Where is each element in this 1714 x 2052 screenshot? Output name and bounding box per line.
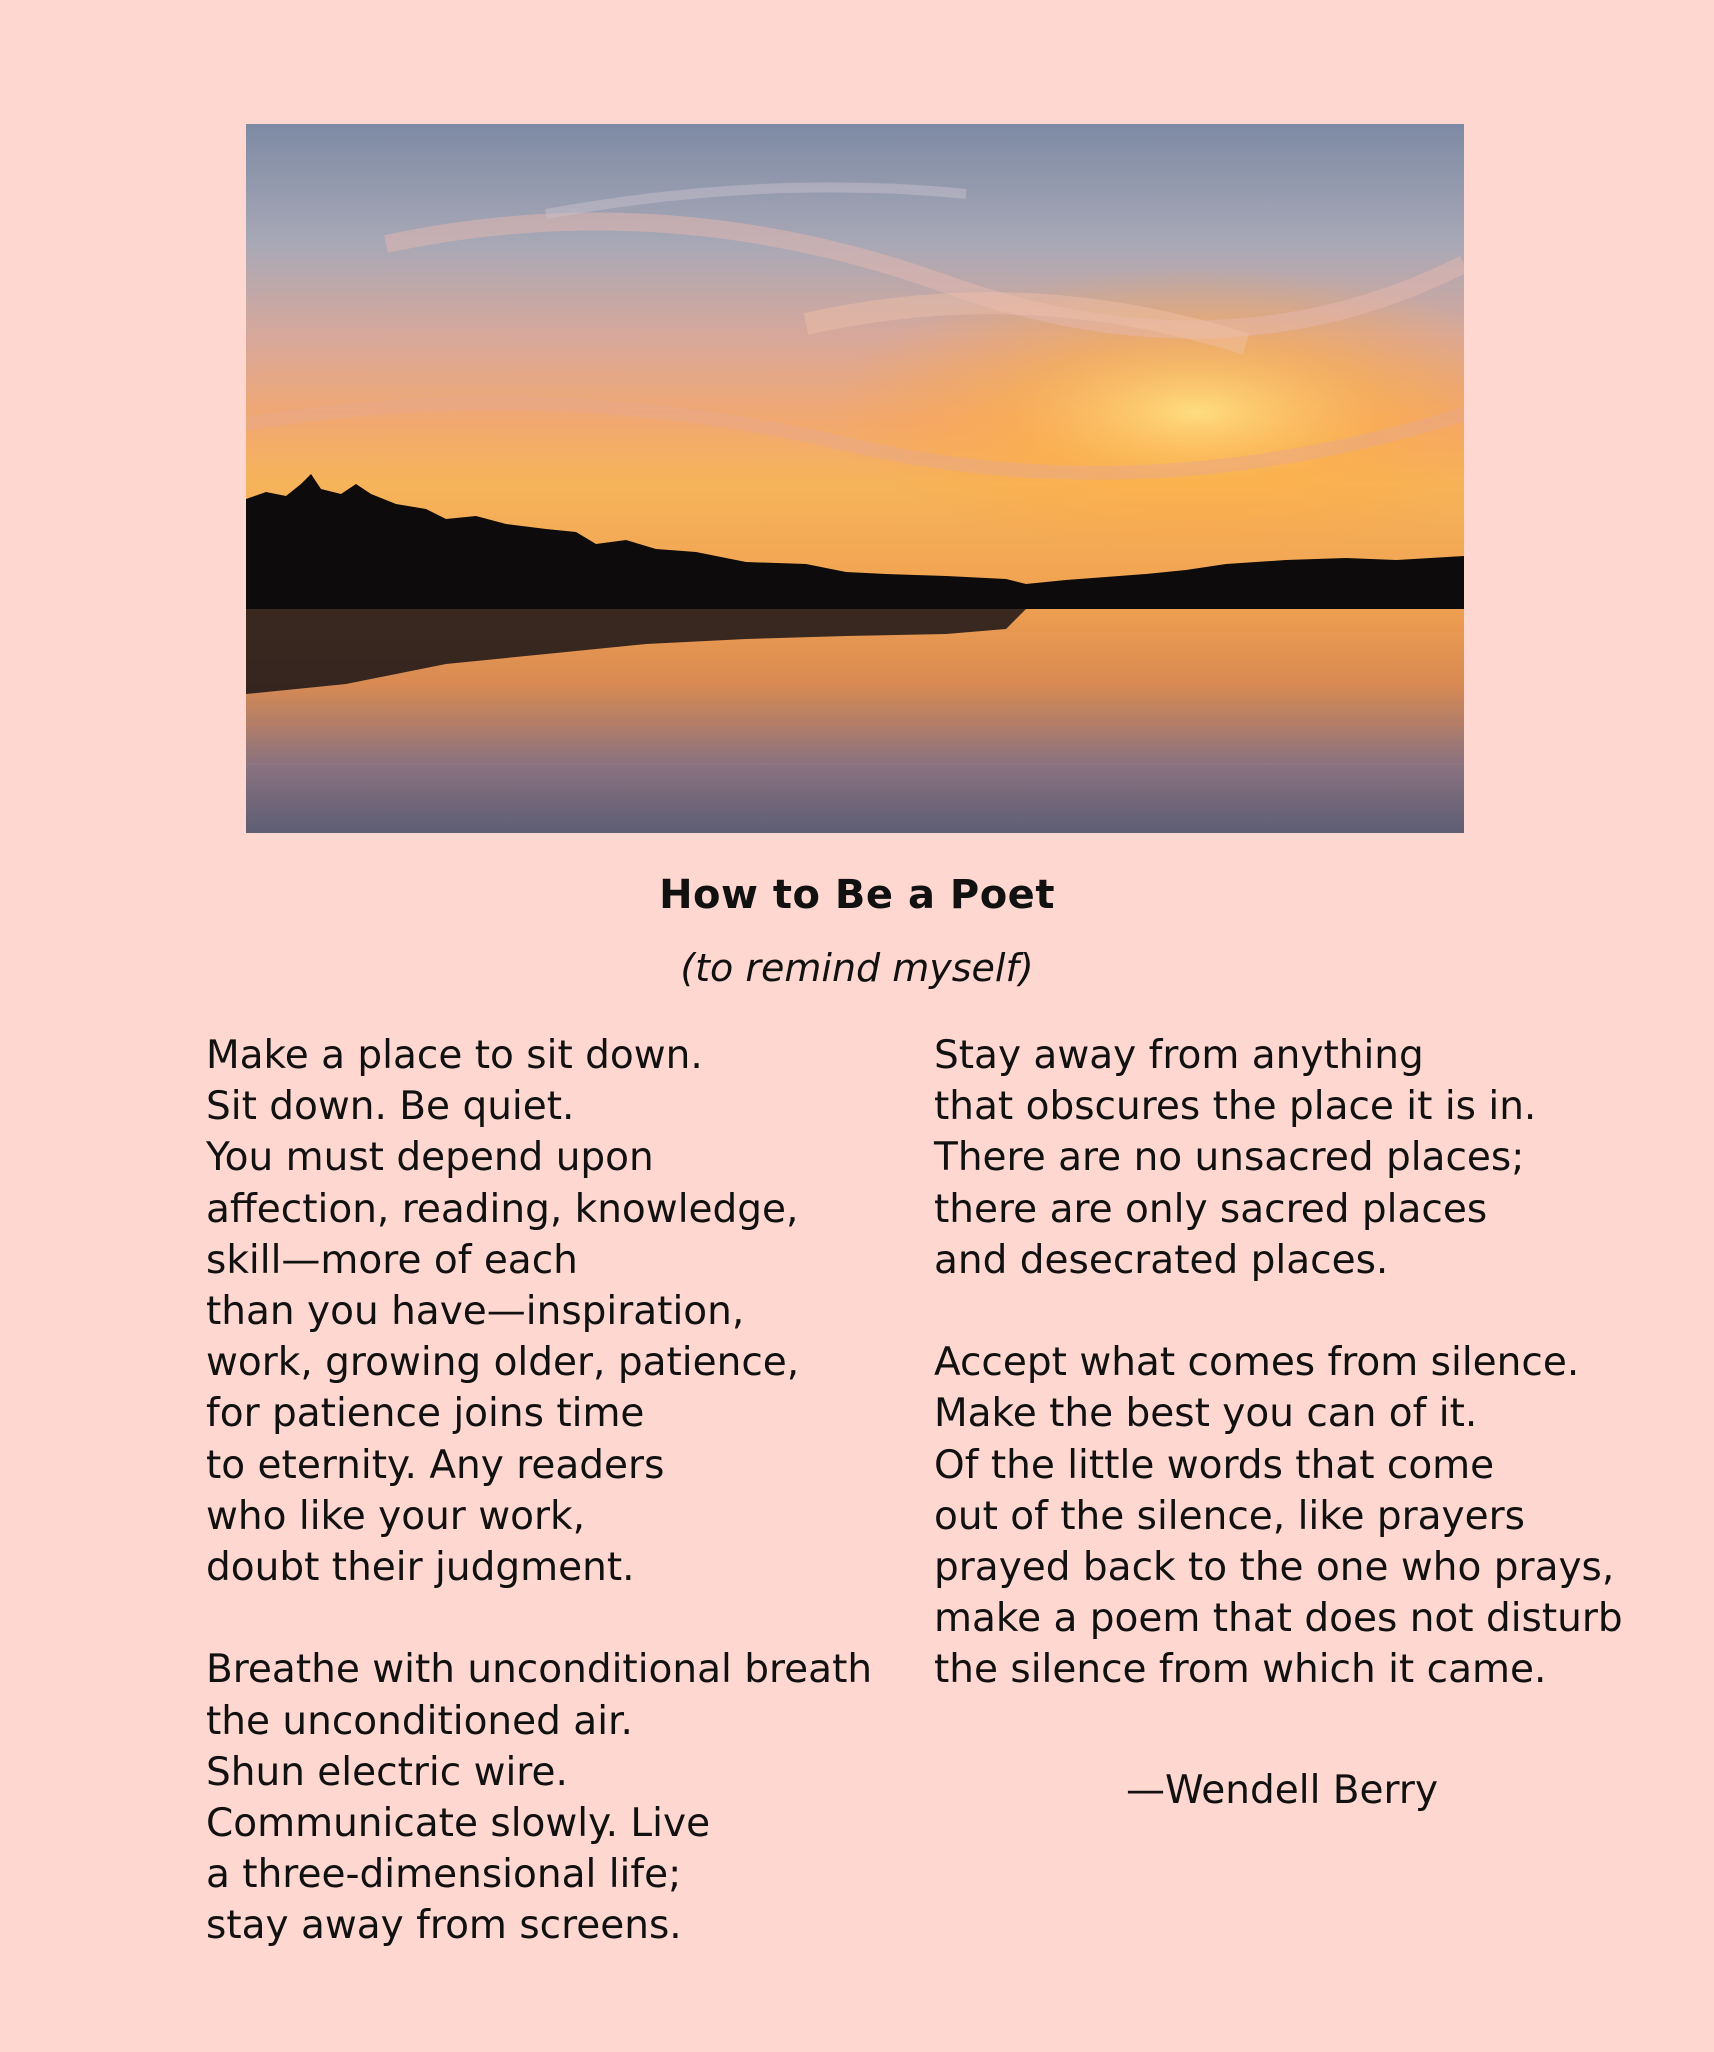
poem-line: You must depend upon xyxy=(206,1135,654,1181)
poem-title: How to Be a Poet xyxy=(659,872,1055,918)
poem-line: to eternity. Any readers xyxy=(206,1442,665,1488)
poem-line: Make a place to sit down. xyxy=(206,1033,703,1078)
poem-line: doubt their judgment. xyxy=(206,1545,635,1591)
poem-line: the silence from which it came. xyxy=(934,1647,1547,1693)
poem-line: than you have—inspiration, xyxy=(206,1289,745,1335)
poem-attribution: —Wendell Berry xyxy=(1126,1768,1439,1813)
poem-line: Of the little words that come xyxy=(934,1442,1495,1488)
poem-line: work, growing older, patience, xyxy=(206,1340,800,1386)
poem-line: affection, reading, knowledge, xyxy=(206,1186,799,1232)
left-stanza-2 xyxy=(206,1644,872,1951)
right-stanza-2 xyxy=(934,1337,1623,1695)
poem-line: make a poem that does not disturb xyxy=(934,1596,1623,1642)
poem-line: prayed back to the one who prays, xyxy=(934,1545,1615,1591)
poem-line: There are no unsacred places; xyxy=(934,1135,1525,1181)
poem-subtitle: (to remind myself) xyxy=(680,946,1034,990)
poem-line: for patience joins time xyxy=(206,1391,645,1437)
poem-line: who like your work, xyxy=(206,1493,585,1539)
poem-line: skill—more of each xyxy=(206,1237,578,1283)
left-stanza-1 xyxy=(206,1030,872,1593)
poem-line: Sit down. Be quiet. xyxy=(206,1084,575,1130)
poem-right-column xyxy=(934,1030,1623,1747)
poem-line: that obscures the place it is in. xyxy=(934,1084,1537,1130)
sunset-lake-photo xyxy=(246,124,1464,833)
poem-line: the unconditioned air. xyxy=(206,1698,633,1744)
poem-line: Shun electric wire. xyxy=(206,1749,568,1795)
poem-line: a three-dimensional life; xyxy=(206,1852,682,1898)
poem-line: Breathe with unconditional breath xyxy=(206,1647,873,1693)
poem-left-column xyxy=(206,1030,872,2003)
poem-line: stay away from screens. xyxy=(206,1903,682,1949)
poem-line: out of the silence, like prayers xyxy=(934,1493,1525,1539)
right-stanza-1 xyxy=(934,1030,1623,1286)
poem-line: and desecrated places. xyxy=(934,1237,1389,1283)
poem-line: there are only sacred places xyxy=(934,1186,1488,1232)
poem-line: Make the best you can of it. xyxy=(934,1391,1478,1437)
poem-line: Communicate slowly. Live xyxy=(206,1801,711,1847)
poem-line: Accept what comes from silence. xyxy=(934,1340,1580,1386)
poem-line: Stay away from anything xyxy=(934,1033,1424,1078)
